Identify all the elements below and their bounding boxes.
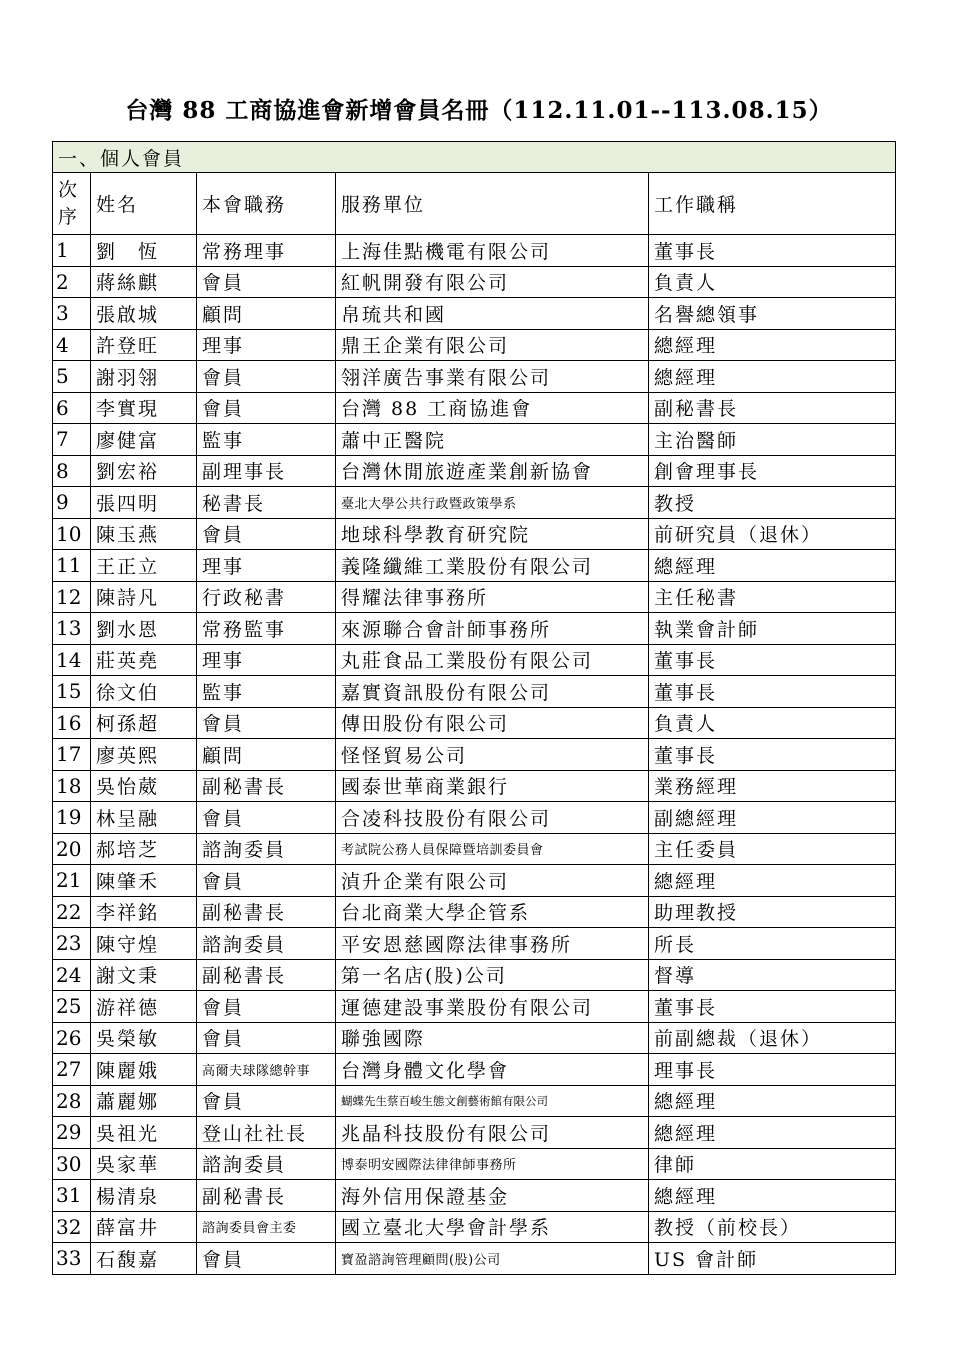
column-header-row [53,173,896,235]
table-row [53,613,896,645]
member-organization: 紅帆開發有限公司 [336,266,649,298]
member-role: 會員 [197,392,336,424]
row-number: 28 [53,1085,91,1117]
table-row [53,235,896,267]
member-role: 會員 [197,1085,336,1117]
member-name: 張四明 [91,487,197,519]
member-name: 蔣絲麒 [91,266,197,298]
member-organization: 嘉實資訊股份有限公司 [336,676,649,708]
member-job-title: 董事長 [649,235,896,267]
member-role: 會員 [197,1243,336,1275]
table-row [53,266,896,298]
table-row [53,1054,896,1086]
table-row [53,1085,896,1117]
member-job-title: 總經理 [649,1117,896,1149]
member-organization: 第一名店(股)公司 [336,959,649,991]
row-number: 18 [53,770,91,802]
member-role: 監事 [197,424,336,456]
member-job-title: 董事長 [649,739,896,771]
row-number: 17 [53,739,91,771]
member-role: 常務監事 [197,613,336,645]
member-job-title: 教授 [649,487,896,519]
member-name: 陳守煌 [91,928,197,960]
row-number: 6 [53,392,91,424]
header-seq-line2: 序 [58,205,78,228]
member-role: 理事 [197,329,336,361]
member-name: 王正立 [91,550,197,582]
row-number: 32 [53,1211,91,1243]
member-organization: 上海佳點機電有限公司 [336,235,649,267]
table-row [53,676,896,708]
member-name: 郝培芝 [91,833,197,865]
member-organization: 台灣休閒旅遊產業創新協會 [336,455,649,487]
member-job-title: 總經理 [649,361,896,393]
member-organization: 鼎王企業有限公司 [336,329,649,361]
member-name: 陳詩凡 [91,581,197,613]
roster-body [53,142,896,1275]
member-name: 楊清泉 [91,1180,197,1212]
header-name: 姓名 [91,173,197,235]
table-row [53,518,896,550]
member-job-title: US 會計師 [649,1243,896,1275]
member-organization: 台灣身體文化學會 [336,1054,649,1086]
member-name: 吳祖光 [91,1117,197,1149]
member-job-title: 總經理 [649,550,896,582]
row-number: 1 [53,235,91,267]
member-organization: 帛琉共和國 [336,298,649,330]
member-organization: 國立臺北大學會計學系 [336,1211,649,1243]
member-organization: 合凌科技股份有限公司 [336,802,649,834]
row-number: 25 [53,991,91,1023]
member-organization: 得耀法律事務所 [336,581,649,613]
member-role: 會員 [197,865,336,897]
member-role: 會員 [197,1022,336,1054]
member-job-title: 董事長 [649,991,896,1023]
header-org: 服務單位 [336,173,649,235]
table-row [53,865,896,897]
member-organization: 湞升企業有限公司 [336,865,649,897]
table-row [53,392,896,424]
member-organization: 寶盈諮詢管理顧問(股)公司 [336,1243,649,1275]
member-job-title: 理事長 [649,1054,896,1086]
row-number: 29 [53,1117,91,1149]
member-organization: 蕭中正醫院 [336,424,649,456]
table-row [53,1022,896,1054]
row-number: 14 [53,644,91,676]
table-row [53,896,896,928]
member-name: 薛富井 [91,1211,197,1243]
member-role: 會員 [197,707,336,739]
member-roster-table [52,141,896,1275]
table-row [53,833,896,865]
member-job-title: 前副總裁（退休） [649,1022,896,1054]
member-role: 常務理事 [197,235,336,267]
member-job-title: 總經理 [649,1085,896,1117]
row-number: 12 [53,581,91,613]
member-name: 吳怡葳 [91,770,197,802]
row-number: 23 [53,928,91,960]
member-organization: 怪怪貿易公司 [336,739,649,771]
member-organization: 運德建設事業股份有限公司 [336,991,649,1023]
member-name: 劉 恆 [91,235,197,267]
table-row [53,802,896,834]
member-job-title: 總經理 [649,329,896,361]
row-number: 9 [53,487,91,519]
member-name: 劉水恩 [91,613,197,645]
member-job-title: 業務經理 [649,770,896,802]
table-row [53,424,896,456]
member-job-title: 董事長 [649,676,896,708]
member-role: 會員 [197,802,336,834]
table-row [53,1180,896,1212]
member-job-title: 教授（前校長） [649,1211,896,1243]
row-number: 22 [53,896,91,928]
section-label: 一、個人會員 [53,142,896,173]
row-number: 4 [53,329,91,361]
member-organization: 傳田股份有限公司 [336,707,649,739]
row-number: 30 [53,1148,91,1180]
section-header-row [53,142,896,173]
member-role: 會員 [197,361,336,393]
table-row [53,1148,896,1180]
table-row [53,928,896,960]
member-role: 副秘書長 [197,959,336,991]
table-row [53,455,896,487]
member-role: 理事 [197,550,336,582]
member-role: 高爾夫球隊總幹事 [197,1054,336,1086]
row-number: 21 [53,865,91,897]
member-job-title: 助理教授 [649,896,896,928]
member-name: 陳麗娥 [91,1054,197,1086]
row-number: 24 [53,959,91,991]
row-number: 33 [53,1243,91,1275]
member-organization: 平安恩慈國際法律事務所 [336,928,649,960]
row-number: 20 [53,833,91,865]
row-number: 27 [53,1054,91,1086]
member-job-title: 總經理 [649,1180,896,1212]
member-role: 登山社社長 [197,1117,336,1149]
row-number: 26 [53,1022,91,1054]
member-role: 會員 [197,518,336,550]
member-organization: 義隆纖維工業股份有限公司 [336,550,649,582]
member-organization: 海外信用保證基金 [336,1180,649,1212]
member-role: 諮詢委員 [197,928,336,960]
table-row [53,550,896,582]
member-name: 徐文伯 [91,676,197,708]
header-seq [53,173,91,235]
member-name: 許登旺 [91,329,197,361]
row-number: 5 [53,361,91,393]
table-row [53,707,896,739]
table-row [53,739,896,771]
member-job-title: 督導 [649,959,896,991]
row-number: 16 [53,707,91,739]
table-row [53,361,896,393]
member-job-title: 主任委員 [649,833,896,865]
member-name: 游祥德 [91,991,197,1023]
member-organization: 丸莊食品工業股份有限公司 [336,644,649,676]
member-name: 柯孫超 [91,707,197,739]
row-number: 7 [53,424,91,456]
member-organization: 博泰明安國際法律律師事務所 [336,1148,649,1180]
member-job-title: 副總經理 [649,802,896,834]
row-number: 3 [53,298,91,330]
row-number: 10 [53,518,91,550]
table-row [53,329,896,361]
member-organization: 來源聯合會計師事務所 [336,613,649,645]
member-name: 劉宏裕 [91,455,197,487]
member-name: 謝文秉 [91,959,197,991]
member-name: 廖英熙 [91,739,197,771]
table-row [53,1243,896,1275]
member-role: 會員 [197,266,336,298]
member-job-title: 創會理事長 [649,455,896,487]
member-name: 吳家華 [91,1148,197,1180]
member-name: 陳玉燕 [91,518,197,550]
member-role: 顧問 [197,739,336,771]
member-role: 顧問 [197,298,336,330]
member-name: 李祥銘 [91,896,197,928]
member-organization: 翎洋廣告事業有限公司 [336,361,649,393]
table-row [53,770,896,802]
member-job-title: 負責人 [649,266,896,298]
member-name: 謝羽翎 [91,361,197,393]
member-role: 監事 [197,676,336,708]
member-organization: 台灣 88 工商協進會 [336,392,649,424]
member-organization: 考試院公務人員保障暨培訓委員會 [336,833,649,865]
table-row [53,487,896,519]
member-organization: 臺北大學公共行政暨政策學系 [336,487,649,519]
member-job-title: 律師 [649,1148,896,1180]
member-organization: 兆晶科技股份有限公司 [336,1117,649,1149]
member-role: 副秘書長 [197,770,336,802]
member-organization: 台北商業大學企管系 [336,896,649,928]
member-name: 廖健富 [91,424,197,456]
member-job-title: 負責人 [649,707,896,739]
table-row [53,644,896,676]
document-title: 台灣 88 工商協進會新增會員名冊（112.11.01--113.08.15） [125,97,833,124]
member-name: 吳榮敏 [91,1022,197,1054]
member-organization: 聯強國際 [336,1022,649,1054]
member-organization: 地球科學教育研究院 [336,518,649,550]
member-role: 會員 [197,991,336,1023]
row-number: 19 [53,802,91,834]
member-role: 行政秘書 [197,581,336,613]
member-job-title: 董事長 [649,644,896,676]
member-name: 李實現 [91,392,197,424]
member-job-title: 主任秘書 [649,581,896,613]
member-organization: 國泰世華商業銀行 [336,770,649,802]
member-job-title: 總經理 [649,865,896,897]
member-role: 秘書長 [197,487,336,519]
table-row [53,1211,896,1243]
row-number: 2 [53,266,91,298]
member-name: 蕭麗娜 [91,1085,197,1117]
member-name: 張啟城 [91,298,197,330]
row-number: 8 [53,455,91,487]
member-name: 林呈融 [91,802,197,834]
member-job-title: 所長 [649,928,896,960]
member-role: 副秘書長 [197,896,336,928]
member-job-title: 前研究員（退休） [649,518,896,550]
table-row [53,959,896,991]
row-number: 13 [53,613,91,645]
member-job-title: 主治醫師 [649,424,896,456]
header-job: 工作職稱 [649,173,896,235]
member-job-title: 副秘書長 [649,392,896,424]
table-row [53,991,896,1023]
member-job-title: 名譽總領事 [649,298,896,330]
header-role: 本會職務 [197,173,336,235]
row-number: 31 [53,1180,91,1212]
member-role: 理事 [197,644,336,676]
member-role: 諮詢委員 [197,1148,336,1180]
member-role: 副理事長 [197,455,336,487]
table-row [53,298,896,330]
header-seq-line1: 次 [58,178,78,201]
member-name: 陳肇禾 [91,865,197,897]
member-role: 諮詢委員會主委 [197,1211,336,1243]
row-number: 11 [53,550,91,582]
member-name: 石馥嘉 [91,1243,197,1275]
member-role: 諮詢委員 [197,833,336,865]
table-row [53,581,896,613]
member-role: 副秘書長 [197,1180,336,1212]
table-row [53,1117,896,1149]
member-name: 莊英堯 [91,644,197,676]
row-number: 15 [53,676,91,708]
member-job-title: 執業會計師 [649,613,896,645]
member-organization: 蝴蝶先生蔡百峻生態文創藝術館有限公司 [336,1085,649,1117]
